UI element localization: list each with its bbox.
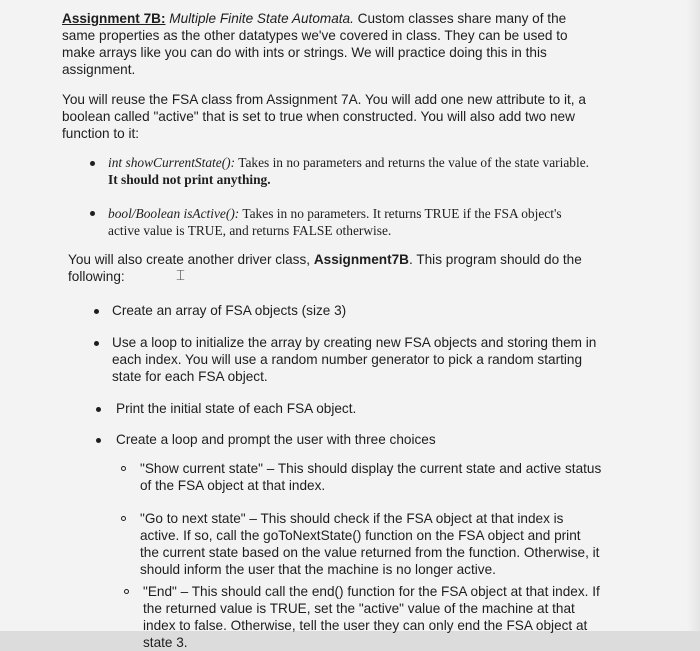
bullet-dot — [96, 407, 101, 412]
function-item — [108, 205, 588, 239]
choice-item: "Show current state" – This should display the current state and active status of the FSA object at that index. — [140, 461, 602, 493]
function-note: It should not print anything. — [108, 172, 271, 187]
choice-item: "End" – This should call the end() function for the FSA object at that index. If the returned value is TRUE, set the "active" value of the machine at that index to false. Otherwise, tell the user they can only end the FSA object at state 3. — [143, 584, 600, 650]
sub-bullet-ring — [121, 516, 126, 521]
step-item: Create an array of FSA objects (size 3) — [112, 303, 347, 318]
assignment-title: Assignment 7B: — [62, 11, 166, 26]
function-description: Takes in no parameters. It returns TRUE if the FSA object's active value is TRUE, and returns FALSE otherwise. — [108, 206, 562, 238]
bullet-dot — [90, 211, 95, 216]
sub-bullet-ring — [121, 466, 126, 471]
bullet-dot — [96, 438, 101, 443]
intro-body: Custom classes share many of the same properties as the other datatypes we've covered in class. They can be used to make arrays like you can do with ints or strings. We will practice doing this in this assignment. — [62, 11, 568, 77]
function-signature: int showCurrentState(): — [108, 155, 236, 170]
function-signature: bool/Boolean isActive(): — [108, 206, 240, 221]
function-item — [108, 154, 638, 188]
reuse-paragraph: You will reuse the FSA class from Assignment 7A. You will add one new attribute to it, a boolean called "active" that is set to true when constructed. You will also add two new function to it: — [62, 92, 586, 141]
sub-bullet-ring — [124, 589, 129, 594]
bullet-dot — [90, 161, 95, 166]
bullet-dot — [94, 309, 99, 314]
step-item: Use a loop to initialize the array by creating new FSA objects and storing them in each index. You will use a random number generator to pick a random starting state for each FSA object. — [112, 335, 597, 384]
step-item: Create a loop and prompt the user with three choices — [116, 432, 436, 447]
intro-paragraph — [62, 10, 602, 78]
step-item: Print the initial state of each FSA object. — [116, 401, 357, 416]
choice-item: "Go to next state" – This should check if the FSA object at that index is active. If so, call the goToNextState() function on the FSA object and print the current state based on the value returned from the function. Otherwise, it should inform the user that the machine is no longer active. — [140, 511, 600, 577]
assignment-subtitle: Multiple Finite State Automata. — [169, 11, 354, 26]
driver-class-name: Assignment7B — [313, 252, 410, 267]
bullet-dot — [94, 341, 99, 346]
function-description: Takes in no parameters and returns the value of the state variable. — [238, 155, 590, 170]
driver-paragraph: You will also create another driver class, Assignment7B. This program should do the following: — [68, 252, 582, 284]
text-cursor-icon: ⌶ — [176, 266, 186, 284]
